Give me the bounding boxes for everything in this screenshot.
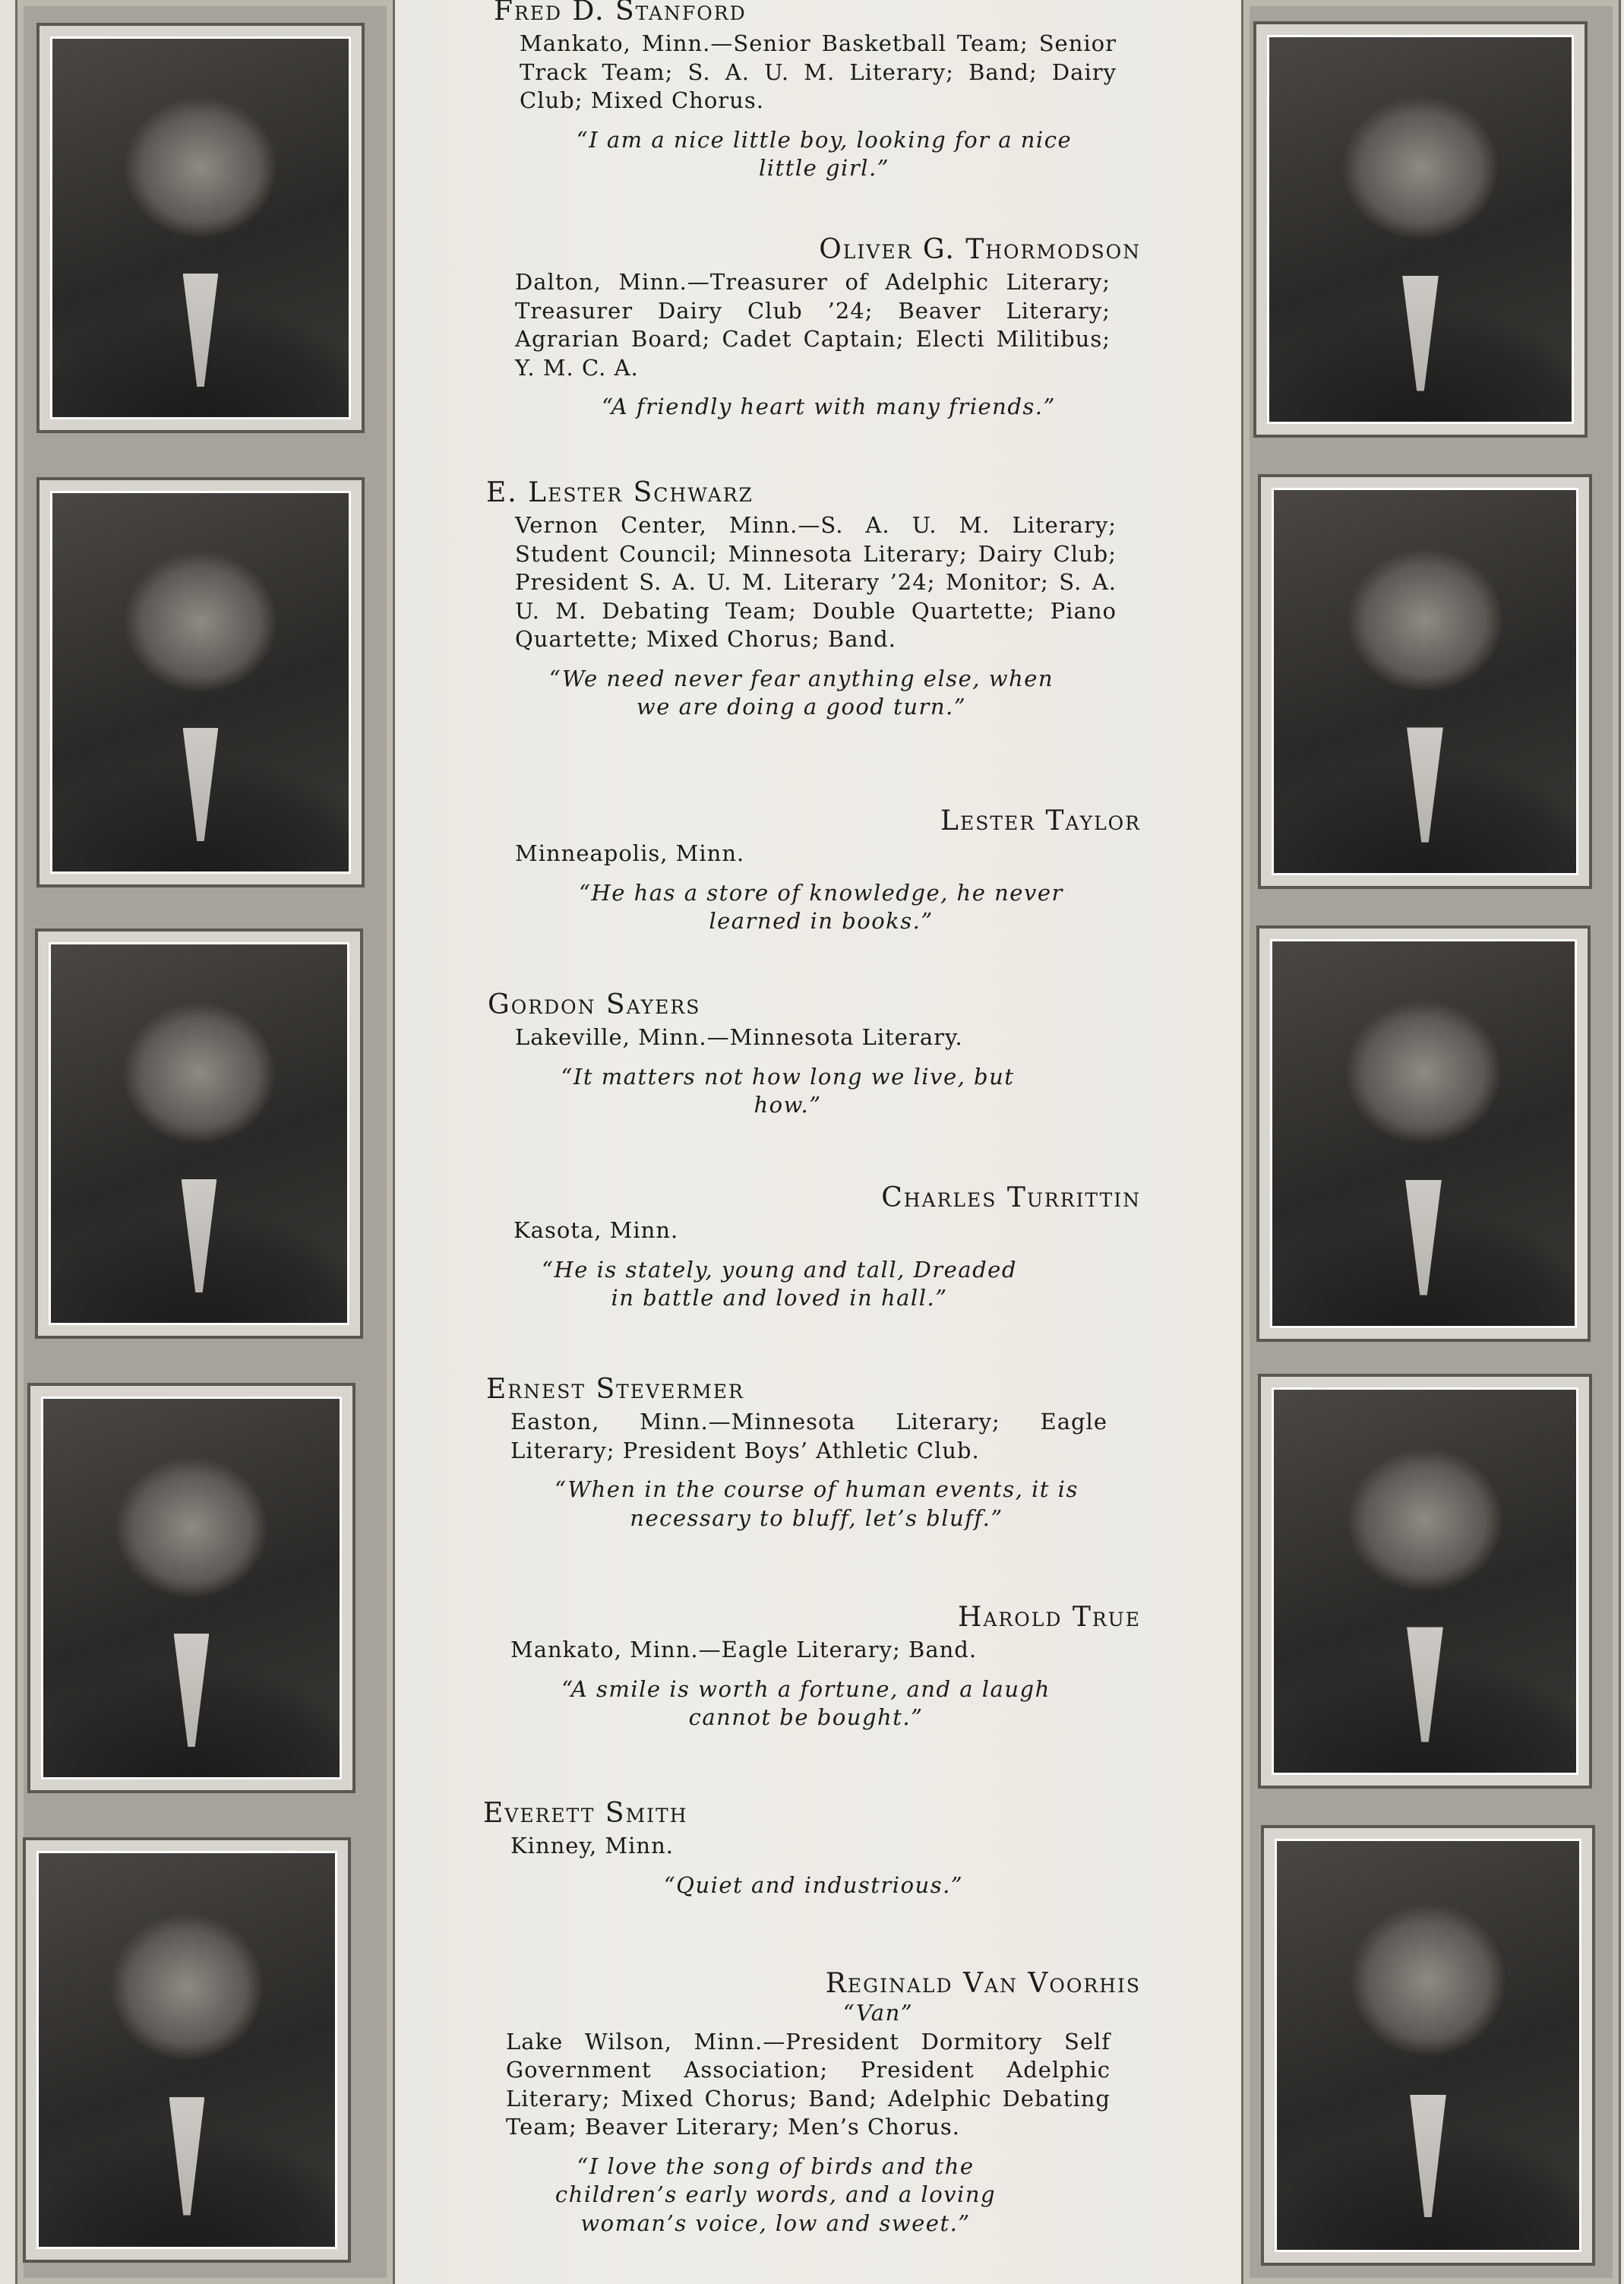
entry-everett-smith: [483, 1798, 1106, 1900]
student-name: Reginald Van Voorhis: [825, 1968, 1141, 1999]
entry-fred-stanford: [494, 0, 1117, 183]
student-activities: Kinney, Minn.: [510, 1833, 674, 1859]
student-activities: Lakeville, Minn.—Minnesota Literary.: [515, 1024, 963, 1050]
student-quote: “A friendly heart with many friends.”: [602, 394, 1056, 419]
entry-harold-true: [486, 1602, 1141, 1732]
entry-reginald-van-voorhis: [486, 1968, 1141, 2238]
student-name: Fred D. Stanford: [494, 0, 747, 27]
portrait-gordon-sayers: [35, 928, 363, 1339]
student-activities: Minneapolis, Minn.: [515, 840, 745, 866]
entry-charles-turrittin: [486, 1182, 1141, 1313]
student-activities: Mankato, Minn.—Senior Basketball Team; Senior Track Team; S. A. U. M. Literary; Band; Dairy Club; Mixed Chorus.: [520, 30, 1117, 113]
entry-ernest-stevermer: [486, 1374, 1117, 1533]
student-name: Charles Turrittin: [881, 1182, 1141, 1213]
student-activities: Mankato, Minn.—Eagle Literary; Band.: [510, 1637, 978, 1662]
entry-gordon-sayers: [488, 989, 1111, 1120]
student-nickname: “Van”: [842, 2000, 914, 2026]
student-activities: Dalton, Minn.—Treasurer of Adelphic Literary; Treasurer Dairy Club ’24; Beaver Literary; Agrarian Board; Cadet Captain; Electi Militibus; Y. M. C. A.: [515, 269, 1111, 381]
portrait-lester-taylor: [1258, 474, 1592, 889]
student-quote: “Quiet and industrious.”: [663, 1871, 964, 1898]
entry-oliver-thormodson: [486, 234, 1141, 422]
student-quote: “When in the course of human events, it is necessary to bluff, let’s bluff.”: [554, 1476, 1079, 1531]
portrait-ernest-stevermer: [27, 1383, 355, 1793]
portrait-everett-smith: [23, 1837, 351, 2263]
student-quote: “He has a store of knowledge, he never learned in books.”: [579, 879, 1063, 934]
student-quote: “I love the song of birds and the children’s early words, and a loving woman’s voice, low and sweet.”: [554, 2153, 997, 2236]
portrait-charles-turrittin: [1256, 925, 1591, 1342]
student-name: Harold True: [957, 1602, 1141, 1633]
student-activities: Kasota, Minn.: [513, 1217, 679, 1243]
student-quote: “He is stately, young and tall, Dreaded in battle and loved in hall.”: [542, 1256, 1017, 1311]
student-name: E. Lester Schwarz: [486, 477, 754, 508]
entry-lester-taylor: [486, 805, 1141, 936]
student-name: Oliver G. Thormodson: [819, 234, 1141, 265]
entry-e-lester-schwarz: [486, 477, 1117, 722]
student-activities: Vernon Center, Minn.—S. A. U. M. Literary; Student Council; Minnesota Literary; Dairy Club; President S. A. U. M. Literary ’24; Monitor; S. A. U. M. Debating Team; Double Quartette; Piano Quartette; Mixed Chorus; Band.: [515, 512, 1117, 652]
portrait-e-lester-schwarz: [36, 477, 365, 887]
student-activities: Easton, Minn.—Minnesota Literary; Eagle Literary; President Boys’ Athletic Club.: [510, 1409, 1107, 1463]
student-quote: “I am a nice little boy, looking for a nice little girl.”: [576, 126, 1073, 181]
student-activities: Lake Wilson, Minn.—President Dormitory Self Government Association; President Adelphic Literary; Mixed Chorus; Band; Adelphic Debating Team; Beaver Literary; Men’s Chorus.: [506, 2028, 1111, 2140]
portrait-reginald-van-voorhis: [1261, 1825, 1595, 2266]
portrait-fred-stanford: [36, 23, 365, 433]
student-quote: “We need never fear anything else, when we are doing a good turn.”: [548, 665, 1054, 720]
student-quote: “It matters not how long we live, but how.”: [561, 1063, 1015, 1118]
student-quote: “A smile is worth a fortune, and a laugh cannot be bought.”: [561, 1675, 1051, 1730]
student-name: Ernest Stevermer: [486, 1374, 744, 1405]
student-name: Gordon Sayers: [488, 989, 701, 1020]
portrait-oliver-thormodson: [1253, 21, 1588, 438]
student-name: Everett Smith: [483, 1798, 688, 1829]
portrait-harold-true: [1258, 1374, 1592, 1789]
student-name: Lester Taylor: [940, 805, 1141, 837]
